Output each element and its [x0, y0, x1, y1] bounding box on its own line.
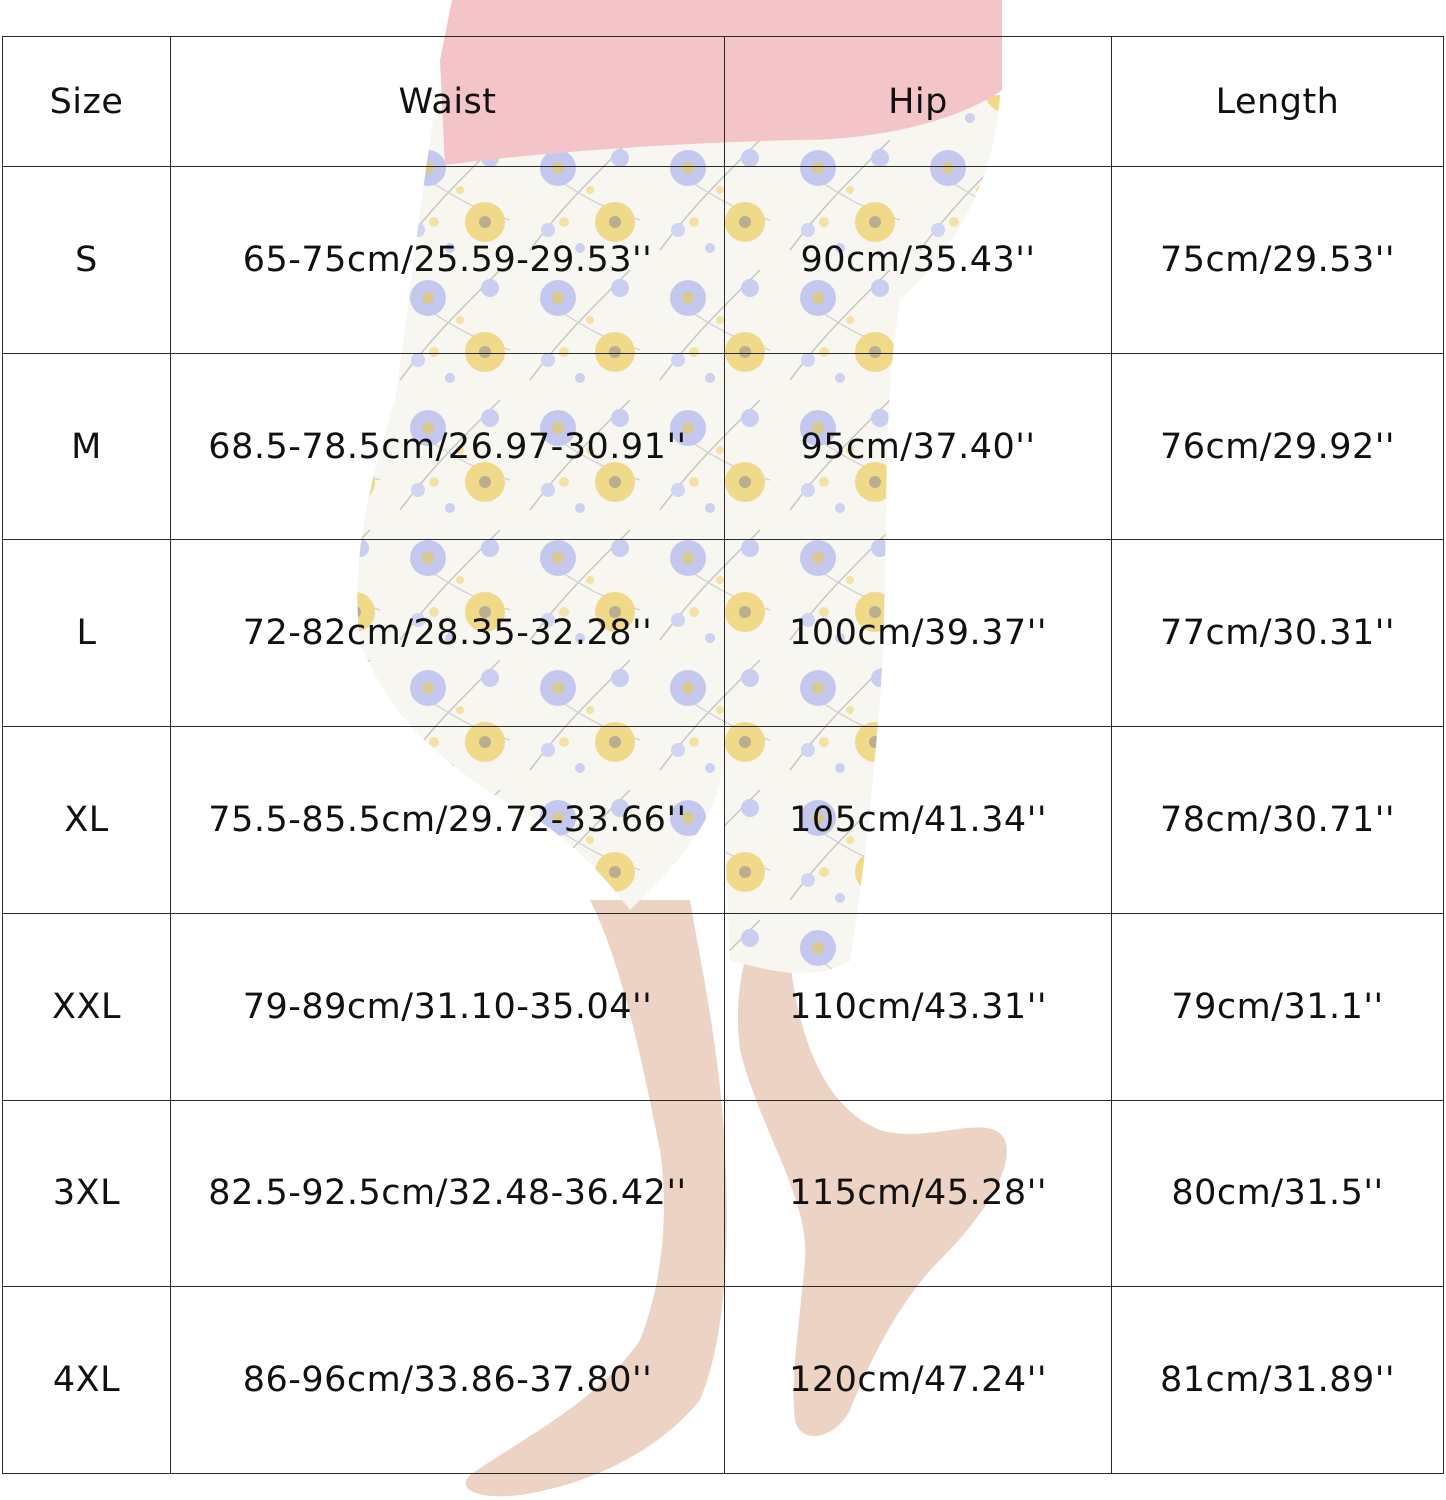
table-row: [3, 1100, 1444, 1287]
cell-hip: 110cm/43.31'': [725, 913, 1112, 1100]
table-row: [3, 540, 1444, 727]
cell-waist: 72-82cm/28.35-32.28'': [171, 540, 725, 727]
table-row: [3, 727, 1444, 914]
cell-waist: 65-75cm/25.59-29.53'': [171, 167, 725, 354]
header-waist: Waist: [171, 37, 725, 167]
table-row: [3, 1287, 1444, 1474]
cell-length: 81cm/31.89'': [1112, 1287, 1444, 1474]
header-hip: Hip: [725, 37, 1112, 167]
cell-hip: 120cm/47.24'': [725, 1287, 1112, 1474]
cell-size: XL: [3, 727, 171, 914]
table-row: [3, 913, 1444, 1100]
cell-waist: 68.5-78.5cm/26.97-30.91'': [171, 353, 725, 540]
header-length: Length: [1112, 37, 1444, 167]
cell-hip: 115cm/45.28'': [725, 1100, 1112, 1287]
header-size: Size: [3, 37, 171, 167]
cell-length: 76cm/29.92'': [1112, 353, 1444, 540]
cell-length: 75cm/29.53'': [1112, 167, 1444, 354]
cell-hip: 95cm/37.40'': [725, 353, 1112, 540]
cell-waist: 82.5-92.5cm/32.48-36.42'': [171, 1100, 725, 1287]
cell-waist: 75.5-85.5cm/29.72-33.66'': [171, 727, 725, 914]
size-chart-table: [2, 36, 1444, 1474]
cell-size: L: [3, 540, 171, 727]
cell-size: 4XL: [3, 1287, 171, 1474]
table-row: [3, 353, 1444, 540]
cell-size: XXL: [3, 913, 171, 1100]
cell-waist: 86-96cm/33.86-37.80'': [171, 1287, 725, 1474]
table-row: [3, 167, 1444, 354]
cell-hip: 100cm/39.37'': [725, 540, 1112, 727]
cell-length: 80cm/31.5'': [1112, 1100, 1444, 1287]
cell-hip: 90cm/35.43'': [725, 167, 1112, 354]
cell-length: 78cm/30.71'': [1112, 727, 1444, 914]
cell-size: 3XL: [3, 1100, 171, 1287]
cell-length: 79cm/31.1'': [1112, 913, 1444, 1100]
table-header-row: [3, 37, 1444, 167]
cell-length: 77cm/30.31'': [1112, 540, 1444, 727]
cell-size: M: [3, 353, 171, 540]
cell-hip: 105cm/41.34'': [725, 727, 1112, 914]
cell-size: S: [3, 167, 171, 354]
cell-waist: 79-89cm/31.10-35.04'': [171, 913, 725, 1100]
